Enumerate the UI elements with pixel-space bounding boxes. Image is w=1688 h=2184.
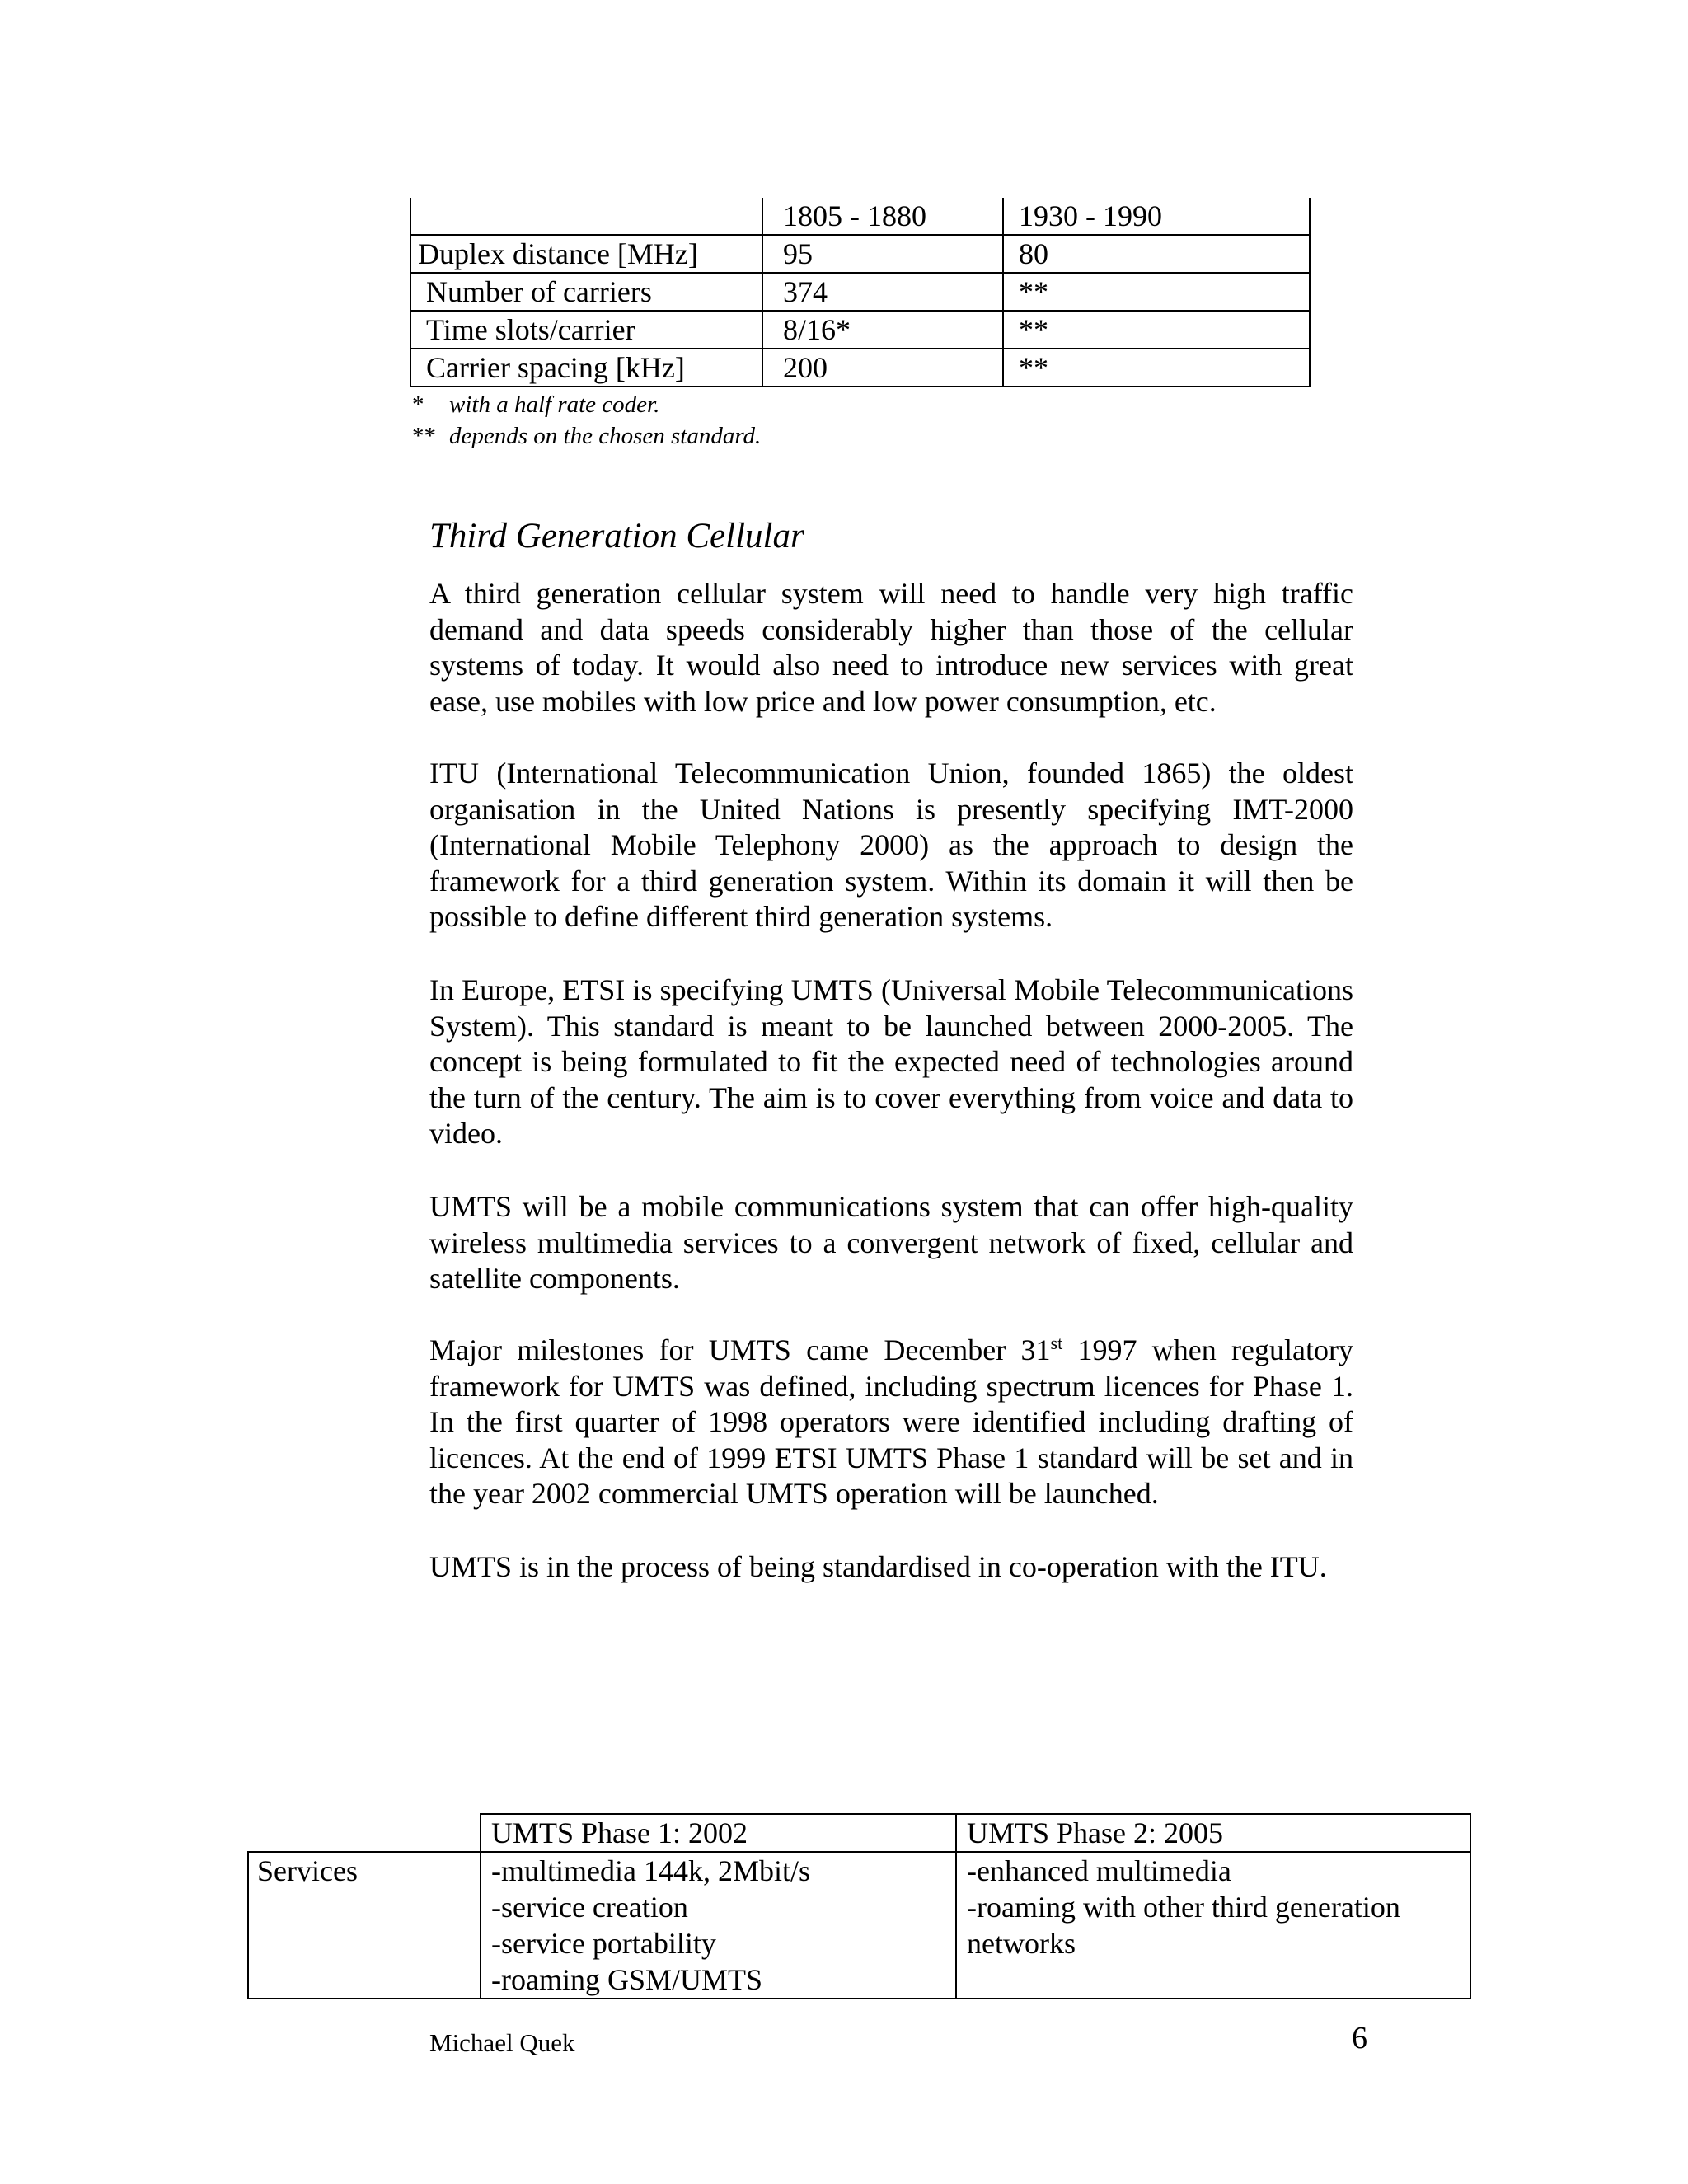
- table-row: [410, 235, 1310, 273]
- table-cell: [410, 198, 762, 235]
- table-row: [410, 273, 1310, 311]
- table-header-row: [410, 198, 1310, 235]
- footnote-text: with a half rate coder.: [449, 391, 660, 418]
- table-cell: 95: [762, 235, 1003, 273]
- frequency-table: [410, 198, 1311, 387]
- footnote-marker: **: [412, 423, 436, 449]
- page-number: 6: [1352, 2021, 1367, 2055]
- table-cell: 374: [762, 273, 1003, 311]
- table-cell: [481, 1852, 956, 1999]
- table-cell: 80: [1003, 235, 1310, 273]
- list-item: -service portability: [491, 1927, 716, 1960]
- list-item: -roaming GSM/UMTS: [491, 1963, 763, 1996]
- paragraph-text: 1997 when regulatory framework for UMTS was defined, including spectrum licences for Phase 1. In the first quarter of 1998 operators were identified including drafting of licences. At the end of 1999 ETSI UMTS Phase 1 standard will be set and in the year 2002 commercial UMTS operation will be launched.: [429, 1333, 1353, 1511]
- superscript: st: [1050, 1333, 1063, 1353]
- phase1-list: [491, 1853, 947, 1998]
- table-cell: 8/16*: [762, 311, 1003, 349]
- footer-author: Michael Quek: [429, 2028, 575, 2057]
- table-cell: **: [1003, 311, 1310, 349]
- paragraph: [429, 1333, 1353, 1512]
- table-cell: Carrier spacing [kHz]: [410, 349, 762, 387]
- table-cell: **: [1003, 273, 1310, 311]
- footnote-marker: *: [412, 391, 424, 418]
- list-item: -multimedia 144k, 2Mbit/s: [491, 1854, 810, 1887]
- table-header-row: [248, 1814, 1470, 1852]
- table-cell: 1805 - 1880: [762, 198, 1003, 235]
- paragraph: ITU (International Telecommunication Union, founded 1865) the oldest organisation in the United Nations is presently specifying IMT-2000 (International Mobile Telephony 2000) as the approach to design the framework for a third generation system. Within its domain it will then be possible to define different third generation systems.: [429, 757, 1353, 934]
- table-row: [248, 1852, 1470, 1999]
- footnote-text: depends on the chosen standard.: [449, 423, 762, 449]
- table-cell: UMTS Phase 1: 2002: [481, 1814, 956, 1852]
- table-cell: [956, 1852, 1470, 1999]
- table-cell: **: [1003, 349, 1310, 387]
- table-cell: Duplex distance [MHz]: [410, 235, 762, 273]
- footnote: [412, 421, 761, 451]
- list-item: -roaming with other third generation networks: [967, 1891, 1400, 1960]
- paragraph: UMTS is in the process of being standardised in co-operation with the ITU.: [429, 1550, 1327, 1583]
- table-cell: Time slots/carrier: [410, 311, 762, 349]
- table-cell: [248, 1814, 481, 1852]
- footnote: [412, 390, 659, 419]
- paragraph: A third generation cellular system will need to handle very high traffic demand and data speeds considerably higher than those of the cellular systems of today. It would also need to introduce new services with great ease, use mobiles with low price and low power consumption, etc.: [429, 577, 1353, 718]
- paragraph-text: Major milestones for UMTS came December 31: [429, 1333, 1051, 1366]
- table-cell: 200: [762, 349, 1003, 387]
- phase2-list: [967, 1853, 1461, 1961]
- table-row: [410, 311, 1310, 349]
- table-cell: Services: [248, 1852, 481, 1999]
- list-item: -service creation: [491, 1891, 688, 1924]
- table-cell: Number of carriers: [410, 273, 762, 311]
- table-row: [410, 349, 1310, 387]
- table-cell: 1930 - 1990: [1003, 198, 1310, 235]
- list-item: -enhanced multimedia: [967, 1854, 1231, 1887]
- umts-phases-table: [247, 1813, 1471, 1999]
- table-cell: UMTS Phase 2: 2005: [956, 1814, 1470, 1852]
- paragraph: UMTS will be a mobile communications system that can offer high-quality wireless multimedia services to a convergent network of fixed, cellular and satellite components.: [429, 1190, 1353, 1296]
- section-title: Third Generation Cellular: [429, 517, 804, 555]
- paragraph: In Europe, ETSI is specifying UMTS (Universal Mobile Telecommunications System). This standard is meant to be launched between 2000-2005. The concept is being formulated to fit the expected need of technologies around the turn of the century. The aim is to cover everything from voice and data to video.: [429, 973, 1353, 1151]
